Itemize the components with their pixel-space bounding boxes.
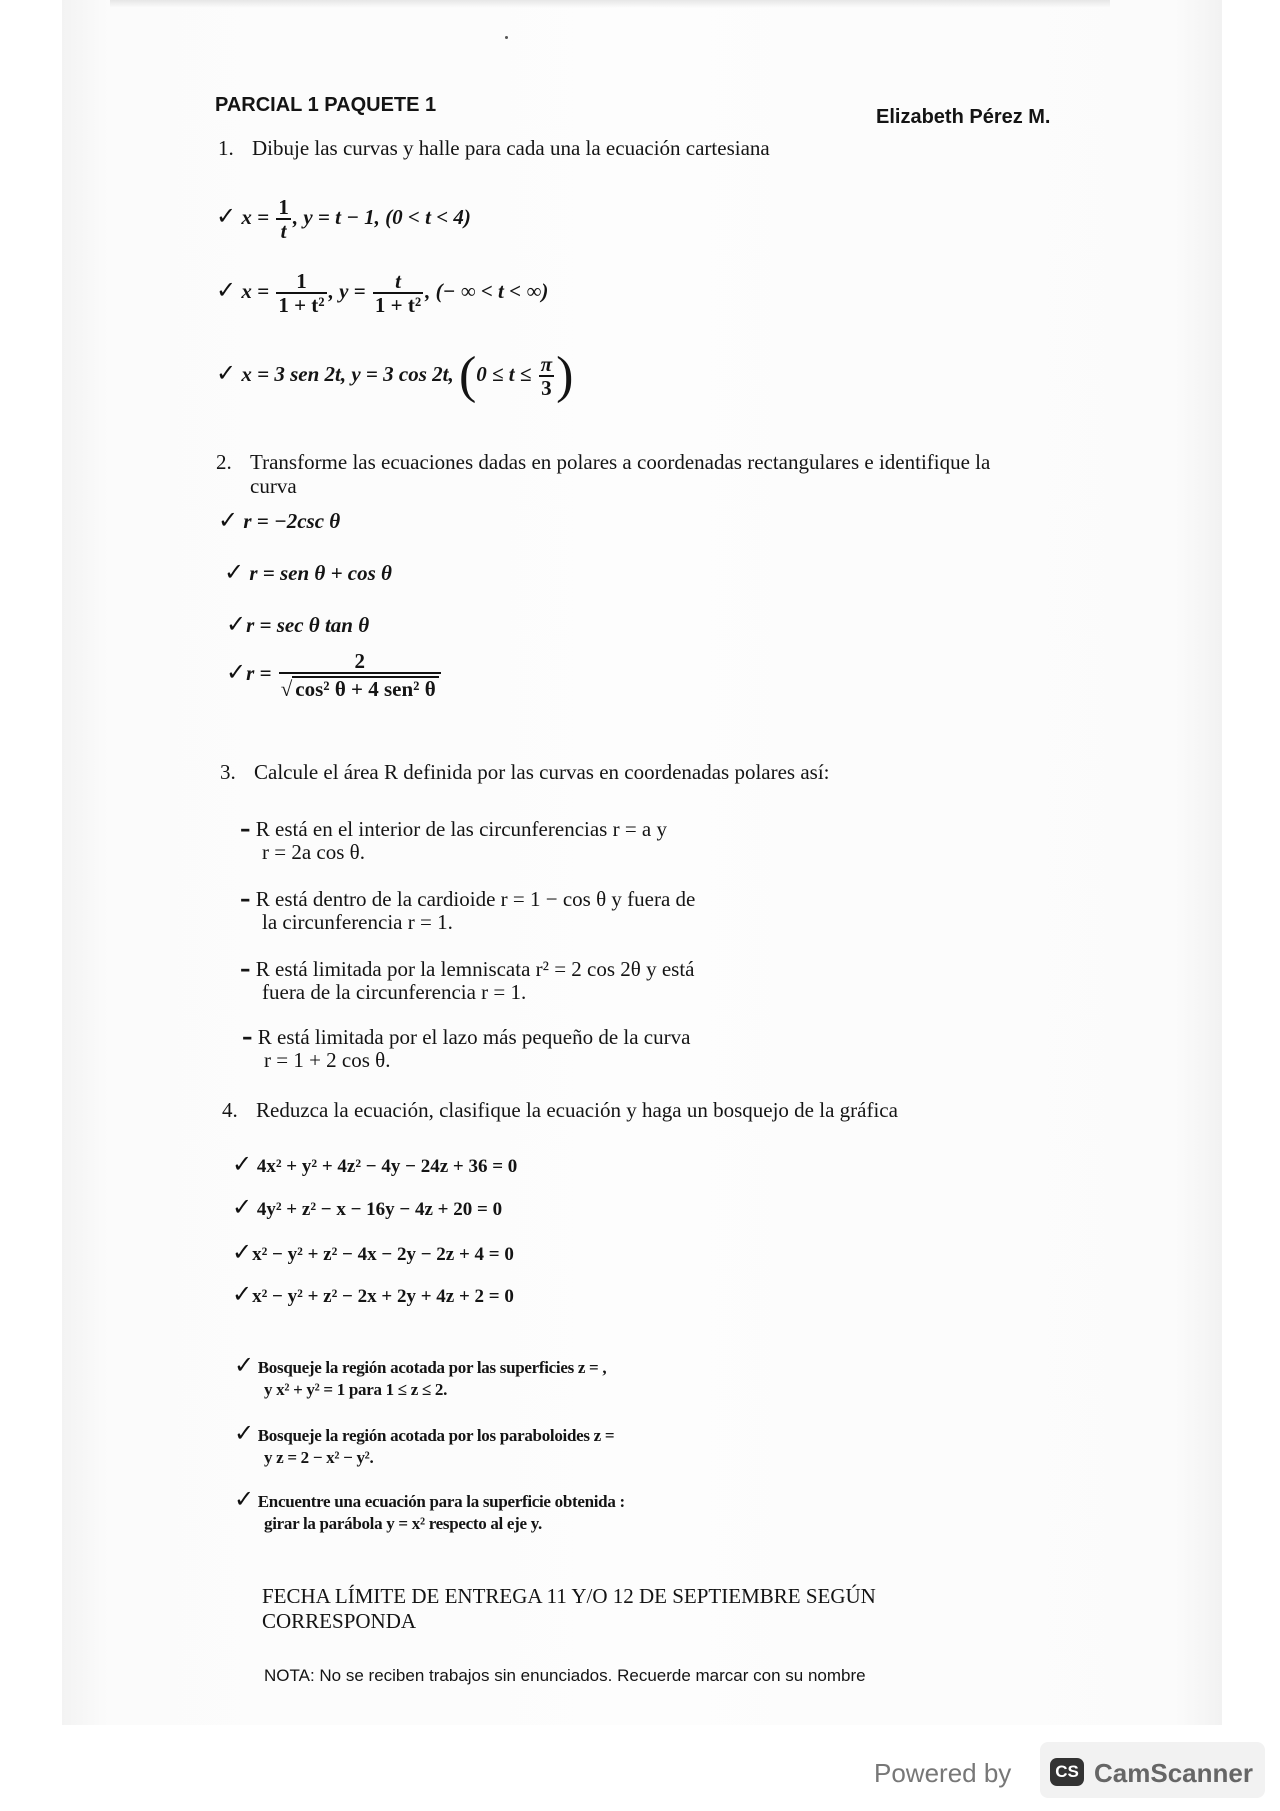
q4-item-1 (232, 1150, 517, 1178)
item-line-1: R está dentro de la cardioide r = 1 − cos θ y fuera de (255, 887, 696, 911)
question-1 (218, 136, 770, 160)
eq-lhs: x = (241, 278, 270, 303)
eq-lhs: x = (241, 204, 270, 229)
dash-bullet: – (240, 957, 251, 981)
item-line-2: r = 1 + 2 cos θ. (264, 1048, 391, 1072)
check-icon: ✓ (234, 1351, 254, 1379)
exam-title: PARCIAL 1 PAQUETE 1 (215, 94, 437, 116)
check-icon: ✓ (234, 1485, 254, 1513)
fraction (373, 270, 423, 316)
numerator: 1 (296, 269, 307, 293)
eq-expr: x = 3 sen 2t, y = 3 cos 2t, (241, 361, 454, 386)
camscanner-name: CamScanner (1094, 1758, 1253, 1788)
eq-expr: 4x² + y² + 4z² − 4y − 24z + 36 = 0 (256, 1156, 518, 1177)
q1-item-2 (216, 270, 548, 316)
deadline-line-1: FECHA LÍMITE DE ENTREGA 11 Y/O 12 DE SEPTIEMBRE SEGÚN (262, 1584, 876, 1608)
eq-expr: r = sen θ + cos θ (249, 561, 392, 585)
paren-open: ( (458, 347, 477, 404)
item-line-1: Encuentre una ecuación para la superficie obtenida : (257, 1492, 625, 1511)
q1-item-3 (216, 347, 574, 404)
q2-item-3 (226, 610, 369, 638)
range-left: 0 ≤ t ≤ (476, 361, 532, 386)
q2-item-1 (218, 506, 340, 534)
question-text: Dibuje las curvas y halle para cada una la ecuación cartesiana (252, 136, 770, 160)
question-text-line-2: curva (250, 474, 297, 498)
dash-bullet: – (240, 887, 251, 911)
question-number: 3. (220, 760, 236, 784)
item-line-2: y x² + y² = 1 para 1 ≤ z ≤ 2. (264, 1380, 448, 1399)
eq-expr: x² − y² + z² − 4x − 2y − 2z + 4 = 0 (252, 1244, 514, 1265)
check-icon: ✓ (224, 558, 245, 586)
extra-item-2 (234, 1419, 615, 1469)
eq-mid: , y = (328, 278, 366, 303)
q3-item-4 (242, 1026, 690, 1072)
question-text: Calcule el área R definida por las curvas en coordenadas polares así: (254, 760, 830, 784)
item-line-2: girar la parábola y = x² respecto al eje y. (264, 1514, 542, 1533)
check-icon: ✓ (216, 358, 237, 387)
question-number: 1. (218, 136, 234, 160)
numerator: π (540, 351, 553, 376)
numerator: t (395, 269, 401, 293)
eq-lhs: r = (246, 660, 272, 685)
fraction (539, 353, 554, 399)
question-4 (222, 1098, 898, 1122)
eq-rest: , y = t − 1, (0 < t < 4) (292, 204, 471, 229)
check-icon: ✓ (232, 1280, 253, 1308)
dash-bullet: – (242, 1025, 253, 1049)
author-name: Elizabeth Pérez M. (876, 106, 1051, 128)
radicand: cos² θ + 4 sen² θ (292, 676, 438, 700)
item-line-1: R está limitada por la lemniscata r² = 2 cos 2θ y está (255, 957, 695, 981)
question-number: 4. (222, 1098, 238, 1122)
q3-item-3 (240, 958, 695, 1004)
item-line-1: R está en el interior de las circunferencias r = a y (255, 817, 667, 841)
check-icon: ✓ (218, 506, 239, 534)
question-2 (216, 450, 1066, 498)
q2-item-4 (226, 650, 443, 700)
numerator: 1 (278, 195, 289, 219)
sqrt-sign: √ (280, 677, 293, 702)
speck (505, 36, 508, 39)
question-3 (220, 760, 830, 784)
question-number: 2. (216, 450, 232, 474)
eq-range: , (− ∞ < t < ∞) (425, 278, 549, 303)
check-icon: ✓ (234, 1419, 254, 1447)
deadline (262, 1584, 876, 1634)
check-icon: ✓ (226, 610, 247, 638)
denominator: 1 + t² (278, 293, 325, 318)
item-line-2: r = 2a cos θ. (262, 840, 365, 864)
fraction (276, 270, 326, 316)
fraction (279, 650, 441, 700)
extra-item-1 (234, 1351, 607, 1401)
denominator (279, 672, 441, 700)
item-line-1: Bosqueje la región acotada por los paraboloides z = (257, 1426, 615, 1445)
q2-item-2 (224, 558, 392, 586)
numerator: 2 (354, 649, 365, 673)
item-line-2: fuera de la circunferencia r = 1. (262, 980, 527, 1004)
paren-close: ) (556, 347, 574, 404)
q3-item-1 (240, 818, 667, 864)
q4-item-2 (232, 1193, 502, 1221)
extra-item-3 (234, 1485, 625, 1535)
check-icon: ✓ (226, 657, 247, 686)
denominator: 3 (539, 375, 554, 399)
check-icon: ✓ (216, 201, 237, 230)
camscanner-logo-icon: CS (1050, 1758, 1084, 1786)
question-text: Reduzca la ecuación, clasifique la ecuación y haga un bosquejo de la gráfica (256, 1098, 898, 1122)
deadline-line-2: CORRESPONDA (262, 1609, 417, 1633)
q1-item-1 (216, 196, 471, 242)
question-text-line-1: Transforme las ecuaciones dadas en polares a coordenadas rectangulares e identifique la (250, 450, 991, 474)
item-line-1: Bosqueje la región acotada por las superficies z = , (257, 1358, 607, 1377)
q4-item-3 (232, 1238, 514, 1266)
check-icon: ✓ (232, 1238, 253, 1266)
note: NOTA: No se reciben trabajos sin enunciados. Recuerde marcar con su nombre (264, 1666, 866, 1685)
item-line-2: la circunferencia r = 1. (262, 910, 453, 934)
check-icon: ✓ (232, 1193, 253, 1221)
fraction (276, 196, 291, 242)
denominator: 1 + t² (374, 293, 422, 318)
eq-expr: r = sec θ tan θ (246, 613, 370, 637)
item-line-2: y z = 2 − x² − y². (264, 1448, 374, 1467)
scan-edge-shadow (110, 0, 1110, 8)
eq-expr: x² − y² + z² − 2x + 2y + 4z + 2 = 0 (252, 1286, 514, 1307)
item-line-1: R está limitada por el lazo más pequeño de la curva (257, 1025, 691, 1049)
check-icon: ✓ (216, 275, 237, 304)
powered-by-text: Powered by (874, 1758, 1012, 1788)
q3-item-2 (240, 888, 695, 934)
dash-bullet: – (240, 817, 251, 841)
q4-item-4 (232, 1280, 514, 1308)
eq-expr: 4y² + z² − x − 16y − 4z + 20 = 0 (256, 1199, 503, 1220)
eq-expr: r = −2csc θ (243, 509, 341, 533)
check-icon: ✓ (232, 1150, 253, 1178)
denominator: t (276, 218, 291, 242)
